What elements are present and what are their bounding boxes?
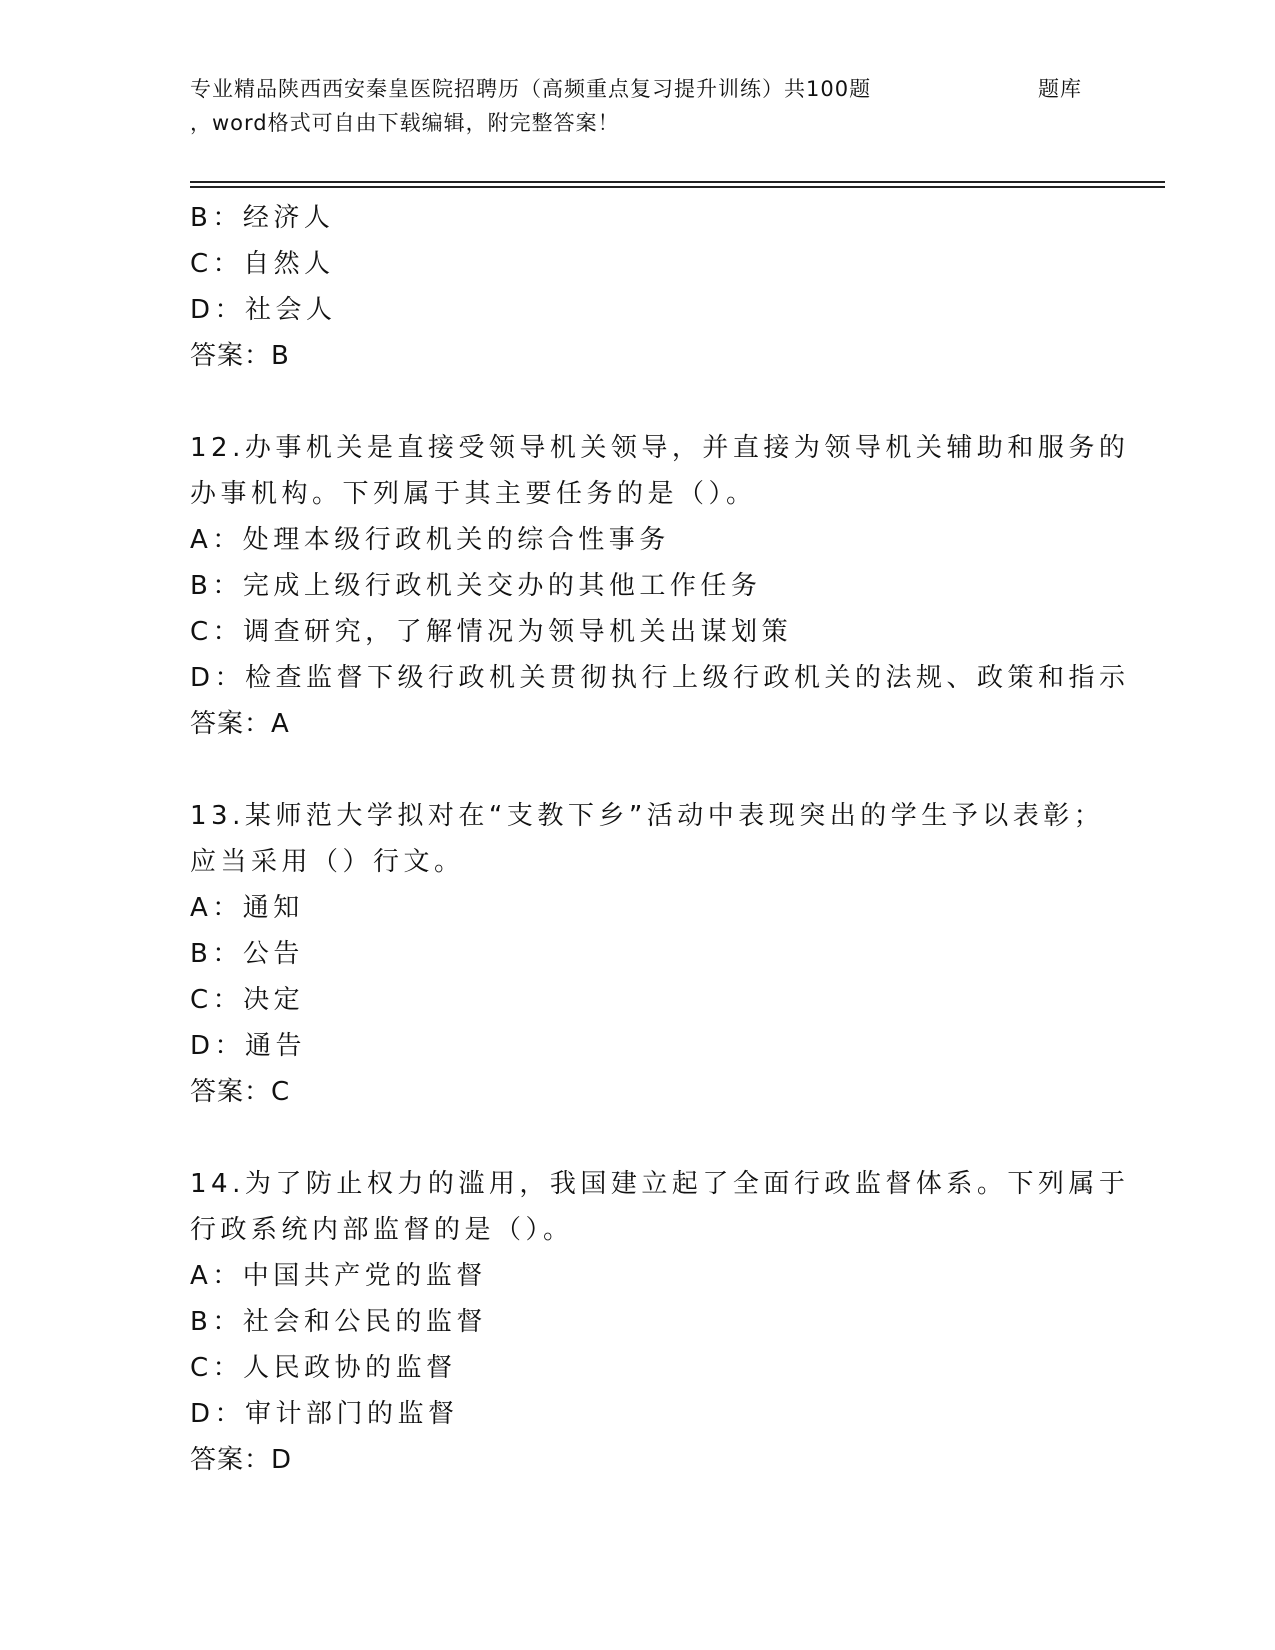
header-tag: 题库 xyxy=(1038,77,1082,101)
option-b: B：公告 xyxy=(190,939,304,969)
answer: 答案：D xyxy=(190,1445,293,1475)
question-14 xyxy=(190,1161,1150,1483)
page-header xyxy=(190,72,1090,140)
option-c: C：人民政协的监督 xyxy=(190,1353,457,1383)
option-c: C：自然人 xyxy=(190,249,335,279)
question-stem-line: 应当采用（）行文。 xyxy=(190,847,465,877)
option-c: C：调查研究，了解情况为领导机关出谋划策 xyxy=(190,617,793,647)
option-a: A：中国共产党的监督 xyxy=(190,1261,487,1291)
question-spacer xyxy=(190,1115,1150,1161)
question-12 xyxy=(190,425,1150,747)
answer: 答案：A xyxy=(190,709,290,739)
question-stem-line: 办事机构。下列属于其主要任务的是（）。 xyxy=(190,479,757,509)
option-a: A：通知 xyxy=(190,893,304,923)
header-line-1 xyxy=(190,72,1090,106)
question-13 xyxy=(190,793,1150,1115)
header-subtitle: ，word格式可自由下载编辑，附完整答案！ xyxy=(190,111,620,135)
answer: 答案：C xyxy=(190,1077,291,1107)
question-spacer xyxy=(190,379,1150,425)
answer: 答案：B xyxy=(190,341,290,371)
option-a: A：处理本级行政机关的综合性事务 xyxy=(190,525,670,555)
question-stem-line: 13.某师范大学拟对在“支教下乡”活动中表现突出的学生予以表彰； xyxy=(190,801,1105,831)
question-content xyxy=(190,195,1150,1483)
header-divider-top xyxy=(190,181,1165,183)
option-b: B：经济人 xyxy=(190,203,335,233)
question-stem-line: 行政系统内部监督的是（）。 xyxy=(190,1215,574,1245)
question-11-tail xyxy=(190,195,1150,379)
question-stem-line: 14.为了防止权力的滥用，我国建立起了全面行政监督体系。下列属于 xyxy=(190,1169,1130,1199)
question-stem-line: 12.办事机关是直接受领导机关领导，并直接为领导机关辅助和服务的 xyxy=(190,433,1130,463)
header-title: 专业精品陕西西安秦皇医院招聘历（高频重点复习提升训练）共100题 xyxy=(190,77,872,101)
header-divider-bottom xyxy=(190,186,1165,188)
option-d: D：社会人 xyxy=(190,295,337,325)
option-c: C：决定 xyxy=(190,985,305,1015)
option-d: D：检查监督下级行政机关贯彻执行上级行政机关的法规、政策和指示 xyxy=(190,663,1130,693)
option-b: B：社会和公民的监督 xyxy=(190,1307,487,1337)
option-d: D：通告 xyxy=(190,1031,307,1061)
question-spacer xyxy=(190,747,1150,793)
option-d: D：审计部门的监督 xyxy=(190,1399,459,1429)
option-b: B：完成上级行政机关交办的其他工作任务 xyxy=(190,571,762,601)
